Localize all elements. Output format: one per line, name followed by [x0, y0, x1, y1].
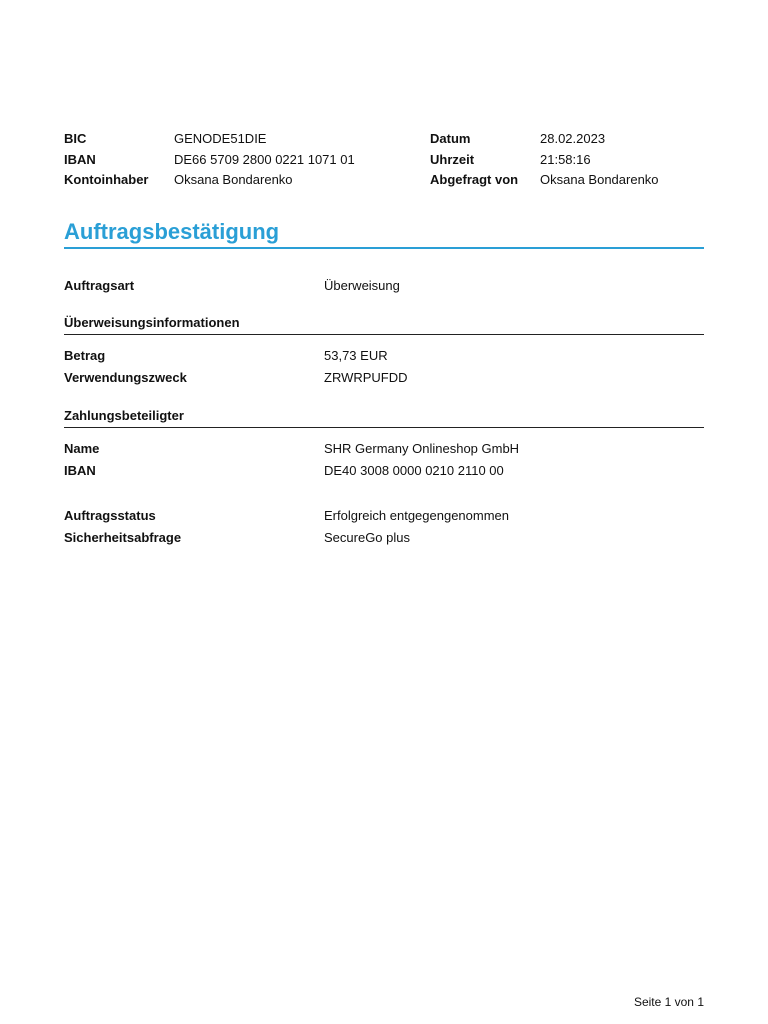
account-iban-label: IBAN	[64, 151, 96, 167]
security-check-value: SecureGo plus	[324, 530, 410, 545]
security-check-row	[64, 530, 704, 548]
payee-name-row	[64, 441, 704, 459]
header-row-iban	[64, 152, 704, 173]
account-header	[64, 131, 704, 193]
page-title: Auftragsbestätigung	[64, 219, 280, 244]
payee-iban-row	[64, 463, 704, 481]
transfer-section-title: Überweisungsinformationen	[64, 315, 240, 330]
queried-by-label: Abgefragt von	[430, 172, 519, 187]
security-check-label: Sicherheitsabfrage	[64, 530, 182, 545]
purpose-value: ZRWRPUFDD	[324, 370, 408, 385]
date-value: 28.02.2023	[540, 131, 606, 146]
amount-label: Betrag	[64, 348, 106, 363]
payee-name-label: Name	[64, 441, 100, 456]
account-iban-value: DE66 5709 2800 0221 1071 01	[174, 151, 355, 167]
payee-iban-label: IBAN	[64, 463, 96, 478]
order-status-value: Erfolgreich entgegengenommen	[324, 508, 510, 523]
time-label: Uhrzeit	[430, 151, 475, 167]
order-type-value: Überweisung	[324, 278, 400, 293]
order-type-label: Auftragsart	[64, 278, 135, 293]
header-row-bic	[64, 131, 704, 152]
payee-iban-value: DE40 3008 0000 0210 2110 00	[324, 463, 504, 478]
amount-value: 53,73 EUR	[324, 348, 388, 363]
queried-by-value: Oksana Bondarenko	[540, 172, 659, 187]
payee-section-title: Zahlungsbeteiligter	[64, 408, 184, 423]
order-status-row	[64, 508, 704, 526]
title-divider	[64, 247, 704, 249]
purpose-label: Verwendungszweck	[64, 370, 187, 385]
order-status-label: Auftragsstatus	[64, 508, 156, 523]
time-value: 21:58:16	[540, 151, 591, 167]
payee-name-value: SHR Germany Onlineshop GmbH	[324, 441, 520, 456]
bic-value: GENODE51DIE	[174, 131, 267, 146]
account-owner-value: Oksana Bondarenko	[174, 172, 293, 187]
header-row-owner	[64, 172, 704, 193]
amount-row	[64, 348, 704, 366]
order-type-row	[64, 278, 704, 296]
date-label: Datum	[430, 131, 471, 146]
transfer-section-divider	[64, 334, 704, 335]
purpose-row	[64, 370, 704, 388]
account-owner-label: Kontoinhaber	[64, 172, 149, 187]
payee-section-divider	[64, 427, 704, 428]
bic-label: BIC	[64, 131, 87, 146]
page-number: Seite 1 von 1	[633, 995, 704, 1009]
